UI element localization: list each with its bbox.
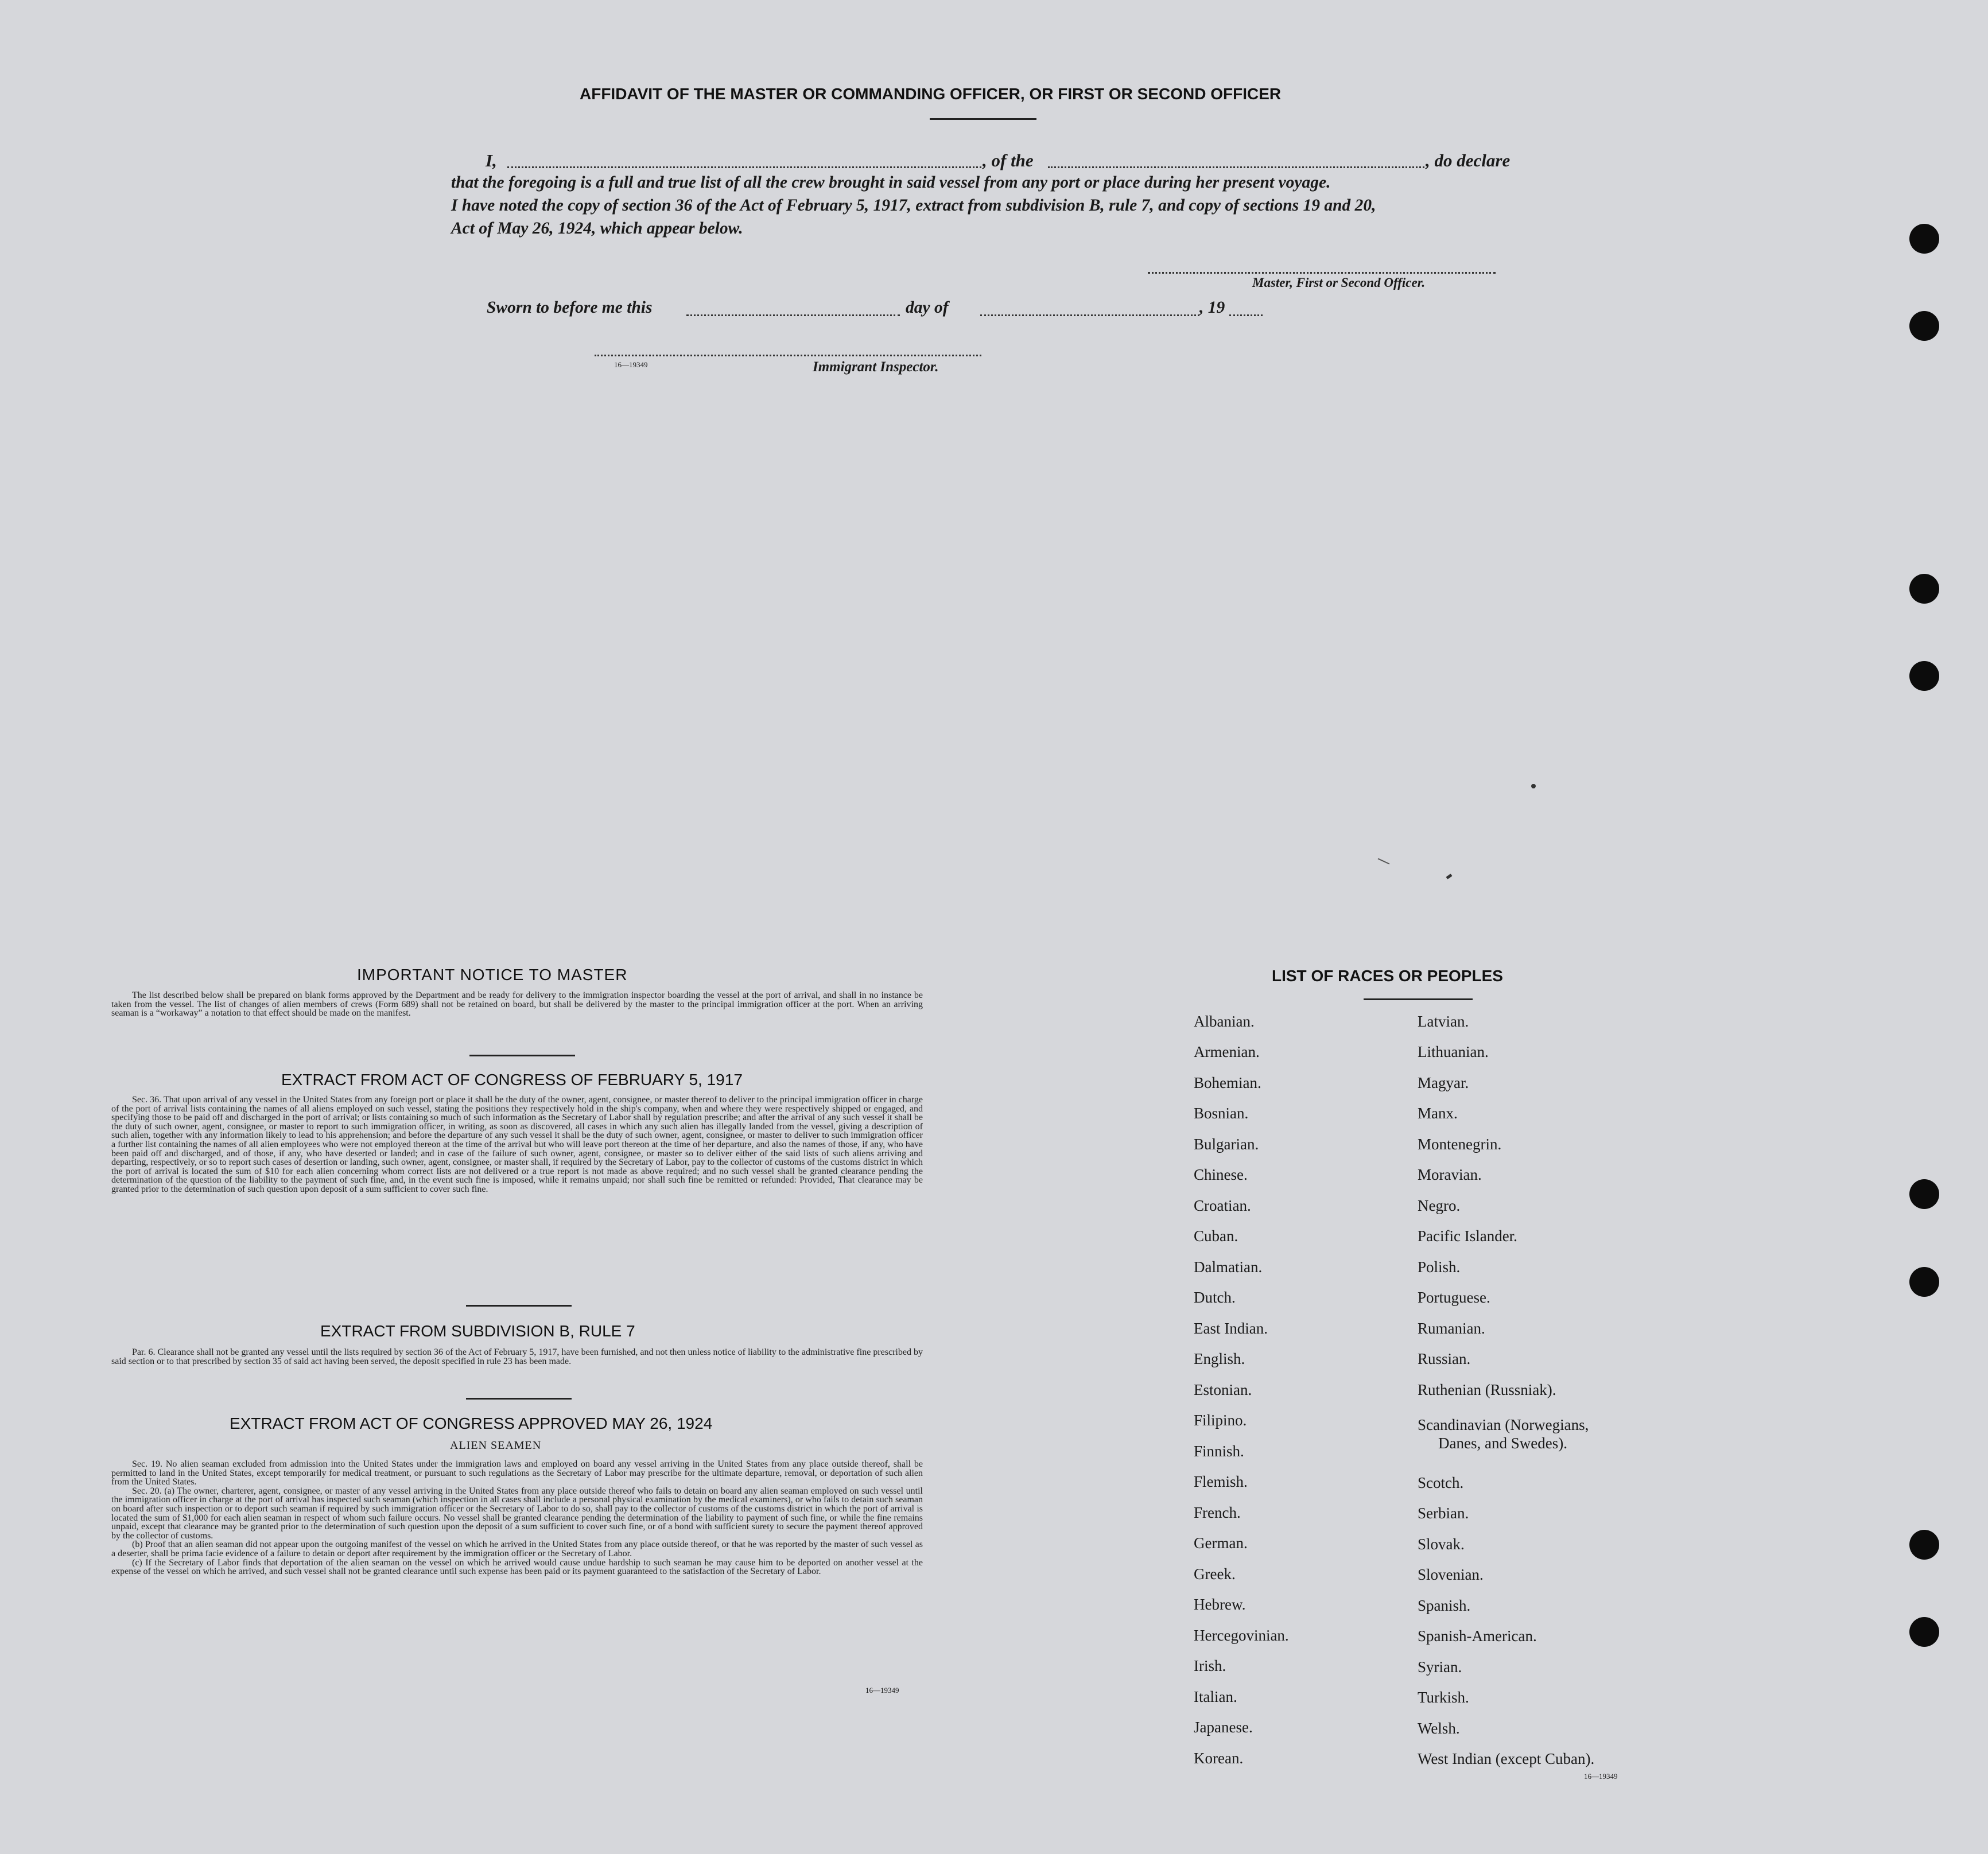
form-number: 16—19349 [1584, 1772, 1618, 1781]
punch-hole [1909, 661, 1939, 691]
declarant-prefix: I, [486, 150, 497, 170]
race-item: Pacific Islander. [1418, 1227, 1517, 1245]
race-item: Chinese. [1194, 1166, 1248, 1183]
affidavit-line-3: I have noted the copy of section 36 of the Act of February 5, 1917, extract from subdivision B, rule 7, and copy of sections 19 and 20, [451, 196, 1376, 215]
punch-hole [1909, 574, 1939, 604]
race-item: Manx. [1418, 1105, 1458, 1122]
race-item: Irish. [1194, 1657, 1226, 1674]
race-item: Portuguese. [1418, 1289, 1490, 1306]
race-item: West Indian (except Cuban). [1418, 1750, 1595, 1767]
race-item: French. [1194, 1504, 1241, 1521]
section-divider [466, 1305, 572, 1307]
race-item: Magyar. [1418, 1074, 1469, 1091]
form-number: 16—19349 [865, 1686, 899, 1694]
race-item: Flemish. [1194, 1473, 1248, 1490]
scan-speck [1446, 874, 1452, 880]
race-item: Spanish. [1418, 1597, 1471, 1614]
punch-hole [1909, 311, 1939, 341]
race-item: Moravian. [1418, 1166, 1482, 1183]
rule7-title: EXTRACT FROM SUBDIVISION B, RULE 7 [320, 1322, 635, 1340]
race-item: Japanese. [1194, 1719, 1253, 1736]
punch-hole [1909, 224, 1939, 254]
race-item: Negro. [1418, 1197, 1461, 1214]
year-prefix: , 19 [1199, 298, 1225, 317]
notice-title: IMPORTANT NOTICE TO MASTER [357, 966, 628, 984]
race-item: Montenegrin. [1418, 1136, 1502, 1153]
punch-hole [1909, 1179, 1939, 1209]
affidavit-line-2: that the foregoing is a full and true list of all the crew brought in said vessel from any port or place during her present voyage. [451, 173, 1331, 192]
race-item: Filipino. [1194, 1412, 1247, 1429]
sec20b-paragraph: (b) Proof that an alien seaman did not appear upon the outgoing manifest of the vessel on which he arrived in the United States from any place outside thereof, or that he was reported by the master of such vessel as a deserter, shall be prima facie evidence of a failure to detain or deport after requirement by the immigration officer or the Secretary of Labor. [111, 1540, 923, 1558]
race-item: German. [1194, 1534, 1248, 1552]
race-item: Cuban. [1194, 1227, 1238, 1245]
race-item: Lithuanian. [1418, 1043, 1489, 1060]
race-item: Dutch. [1194, 1289, 1236, 1306]
section-divider [466, 1398, 572, 1400]
race-item: Bulgarian. [1194, 1136, 1259, 1153]
sec36-paragraph: Sec. 36. That upon arrival of any vessel in the United States from any foreign port or place it shall be the duty of the owner, agent, consignee, or master thereof to deliver to the principal immigration officer in charge of the port of arrival lists containing the names of all aliens employed on such vessel, stating the positions they respectively hold in the ship's company, when and where they were respectively shipped or engaged, and specifying those to be paid off and discharged in the port of arrival; or lists containing so much of such information as the Secretary of Labor shall by regulation prescribe; and after the arrival of any such vessel it shall be the duty of such owner, agent, consignee, or master to report to such immigration officer, in writing, as soon as discovered, all cases in which any such alien has illegally landed from the vessel, giving a description of such alien, together with any information likely to lead to his apprehension; and before the departure of any such vessel it shall be the duty of such owner, agent, consignee, or master to deliver to such immigration officer a further list containing the names of all alien employees who were not employed thereon at the time of the arrival but who will leave port thereon at the time of her departure, and also the names of those, if any, who have been paid off and discharged, and of those, if any, who have deserted or landed; and in case of the failure of such owner, agent, consignee, or master so to deliver either of the said lists of such aliens arriving and departing, respectively, or so to report such cases of desertion or landing, such owner, agent, consignee, or master shall, if required by the Secretary of Labor, pay to the collector of customs of the customs district in which the port of arrival is located the sum of $10 for each alien concerning whom correct lists are not delivered or a true report is not made as above required; and no such vessel shall be granted clearance pending the determination of the question of the liability to the payment of such fine, and, in the event such fine is imposed, while it remains unpaid; nor shall such fine be remitted or refunded: Provided, That clearance may be granted prior to the determination of such question upon deposit of a sum sufficient to cover such fine. [111, 1095, 923, 1194]
rule7-text [111, 1348, 923, 1366]
race-item: Bohemian. [1194, 1074, 1261, 1091]
extract-1924-title: EXTRACT FROM ACT OF CONGRESS APPROVED MAY 26, 1924 [230, 1414, 713, 1432]
notice-paragraph: The list described below shall be prepared on blank forms approved by the Department and be ready for delivery to the immigration inspector boarding the vessel at the port of arrival, and shall in no instance be taken from the vessel. The list of changes of alien members of crews (Form 689) shall not be retained on board, but shall be delivered by the master to the principal immigration officer at the port. When an arriving seaman is a “workaway” a notation to that effect should be made on the manifest. [111, 990, 923, 1019]
inspector-label: Immigrant Inspector. [813, 359, 939, 375]
race-item: Danes, and Swedes). [1438, 1435, 1567, 1452]
affidavit-title: AFFIDAVIT OF THE MASTER OR COMMANDING OFFICER, OR FIRST OR SECOND OFFICER [580, 85, 1282, 103]
sworn-month-field[interactable] [980, 314, 1199, 316]
scan-speck [1378, 858, 1390, 864]
race-item: Bosnian. [1194, 1105, 1249, 1122]
race-item: Rumanian. [1418, 1320, 1485, 1337]
race-item: Latvian. [1418, 1013, 1469, 1030]
race-item: Scotch. [1418, 1474, 1464, 1491]
race-item: East Indian. [1194, 1320, 1268, 1337]
extract-1924-text [111, 1460, 923, 1576]
race-item: Korean. [1194, 1750, 1244, 1767]
race-item: Syrian. [1418, 1658, 1462, 1676]
section-divider [469, 1055, 575, 1056]
sworn-label: Sworn to before me this [487, 298, 653, 317]
declare-suffix: , do declare [1426, 150, 1511, 170]
race-item: Greek. [1194, 1565, 1236, 1583]
vessel-name-field[interactable] [1048, 166, 1424, 168]
extract-1917-title: EXTRACT FROM ACT OF CONGRESS OF FEBRUARY 5, 1917 [281, 1071, 743, 1089]
vessel-prefix: , of the [983, 150, 1034, 170]
master-signature-label: Master, First or Second Officer. [1252, 275, 1426, 290]
alien-seamen-subtitle: ALIEN SEAMEN [450, 1439, 542, 1452]
race-item: Estonian. [1194, 1381, 1252, 1398]
race-item: Polish. [1418, 1258, 1461, 1276]
race-item: Turkish. [1418, 1689, 1469, 1706]
punch-hole [1909, 1617, 1939, 1647]
race-item: Welsh. [1418, 1720, 1460, 1737]
affidavit-line-4: Act of May 26, 1924, which appear below. [451, 219, 743, 238]
notice-text [111, 991, 923, 1018]
form-number: 16—19349 [614, 360, 648, 369]
race-item: Ruthenian (Russniak). [1418, 1381, 1556, 1398]
race-item: Serbian. [1418, 1505, 1469, 1522]
races-title: LIST OF RACES OR PEOPLES [1272, 967, 1503, 985]
inspector-signature-field[interactable] [595, 355, 981, 356]
scan-speck [1531, 784, 1536, 788]
punch-hole [1909, 1267, 1939, 1297]
title-divider [930, 118, 1036, 120]
sec19-paragraph: Sec. 19. No alien seaman excluded from admission into the United States under the immigration laws and employed on board any vessel arriving in the United States from any place outside thereof, shall be permitted to land in the United States, except temporarily for medical treatment, or pursuant to such regulations as the Secretary of Labor may prescribe for the ultimate departure, removal, or deportation of such alien from the United States. [111, 1459, 923, 1487]
declarant-name-field[interactable] [507, 166, 981, 168]
day-of-label: day of [906, 298, 949, 317]
race-item: Slovenian. [1418, 1566, 1484, 1583]
sworn-day-field[interactable] [686, 314, 900, 316]
race-item: English. [1194, 1350, 1245, 1367]
race-item: Hebrew. [1194, 1596, 1246, 1613]
sec20c-paragraph: (c) If the Secretary of Labor finds that deportation of the alien seaman on the vessel on which he arrived would cause undue hardship to such seaman he may cause him to be deported on another vessel at the expense of the vessel on which he arrived, and such vessel shall not be granted clearance until such expense has been paid or its payment guaranteed to the satisfaction of the Secretary of Labor. [111, 1557, 923, 1577]
race-item: Hercegovinian. [1194, 1627, 1289, 1644]
race-item: Slovak. [1418, 1536, 1465, 1553]
punch-hole [1909, 1530, 1939, 1560]
race-item: Armenian. [1194, 1043, 1260, 1060]
race-item: Russian. [1418, 1350, 1471, 1367]
race-item: Italian. [1194, 1688, 1237, 1705]
races-divider [1364, 998, 1473, 1000]
extract-1917-text [111, 1095, 923, 1194]
race-item: Dalmatian. [1194, 1258, 1263, 1276]
sworn-year-field[interactable] [1229, 314, 1263, 316]
race-item: Croatian. [1194, 1197, 1251, 1214]
race-item: Spanish-American. [1418, 1627, 1537, 1645]
master-signature-field[interactable] [1148, 272, 1496, 274]
race-item: Albanian. [1194, 1013, 1255, 1030]
sec20a-paragraph: Sec. 20. (a) The owner, charterer, agent, consignee, or master of any vessel arriving in the United States from any place outside thereof who fails to detain on board any alien seaman employed on such vessel until the immigration officer in charge at the port of arrival has inspected such seaman (which inspection in all cases shall include a personal physical examination by the medical examiners), or who fails to detain such seaman on board after such inspection or to deport such seaman if required by such immigration officer or the Secretary of Labor to do so, shall pay to the collector of customs of the customs district in which the port of arrival is located the sum of $1,000 for each alien seaman in respect of whom such failure occurs. No vessel shall be granted clearance pending the determination of the liability to payment of such fine, or while the fine remains unpaid, except that clearance may be granted prior to the determination of such question upon the deposit of a sum sufficient to cover such fine, or of a bond with sufficient surety to secure the payment thereof approved by the collector of customs. [111, 1486, 923, 1541]
par6-paragraph: Par. 6. Clearance shall not be granted any vessel until the lists required by section 36 of the Act of February 5, 1917, have been furnished, and not then unless notice of liability to the administrative fine prescribed by said section or to that prescribed by section 35 of said act having been served, the deposit specified in rule 23 has been made. [111, 1347, 923, 1366]
race-item: Finnish. [1194, 1443, 1244, 1460]
race-item: Scandinavian (Norwegians, [1418, 1416, 1589, 1433]
